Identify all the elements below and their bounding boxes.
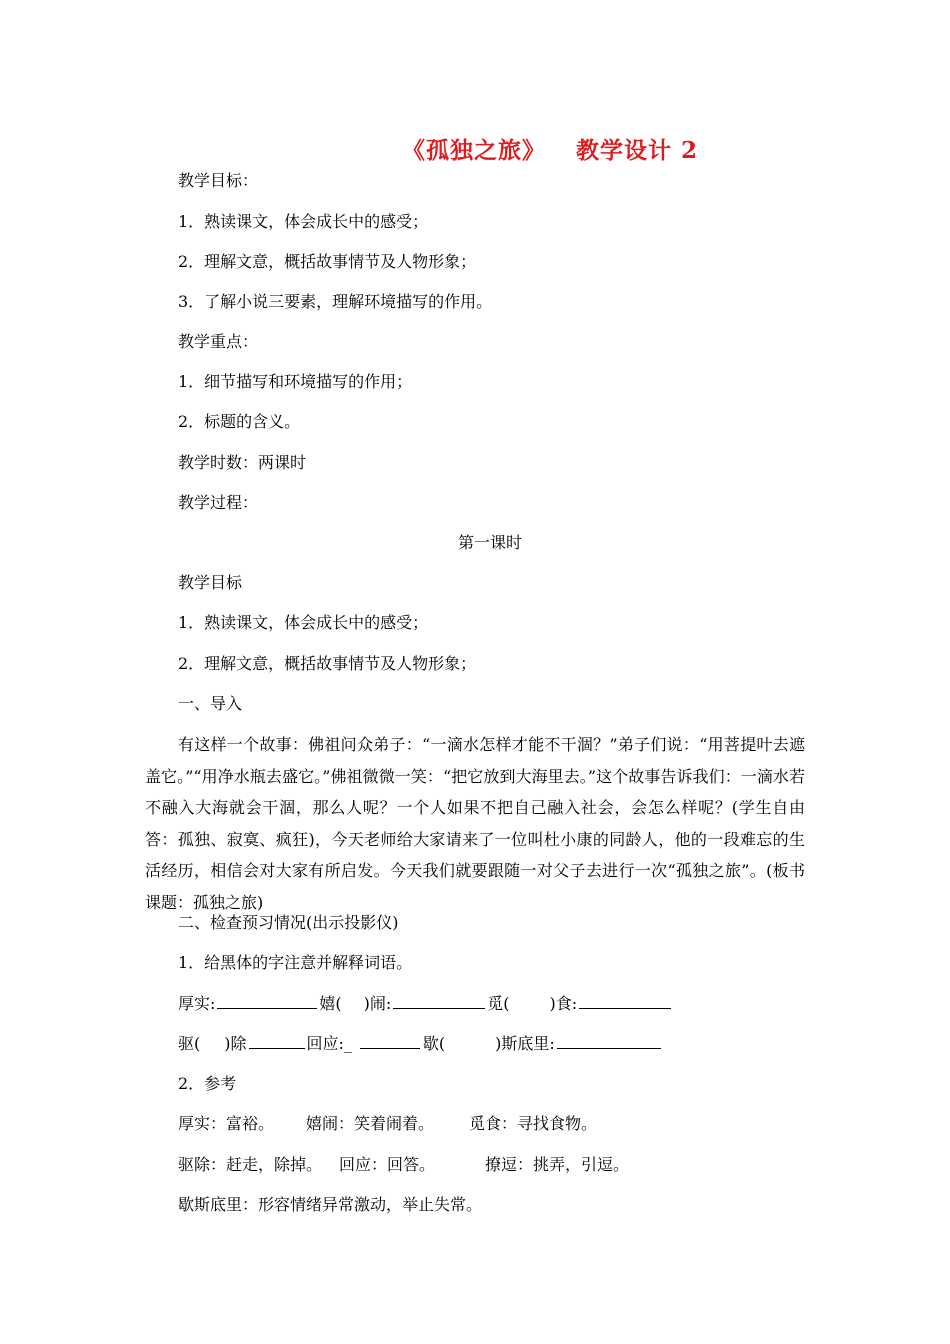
teaching-hours: 教学时数：两课时 [178,453,307,472]
focus-heading: 教学重点： [178,332,259,351]
lesson-goals-heading: 教学目标 [178,573,243,592]
document-title [0,132,950,165]
process-heading: 教学过程： [178,493,259,512]
answer-item: 驱除：赶走，除掉。 [178,1155,323,1174]
answer-row-1 [178,1114,597,1134]
fill-label: 歇( [422,1034,446,1053]
fill-label: )食: [549,994,578,1013]
exercise-instruction: 1．给黑体的字注意并解释词语。 [178,953,413,972]
answer-blank[interactable] [393,994,485,1009]
fill-label: 驱( [178,1034,201,1053]
fill-label: )斯底里: [495,1034,555,1053]
intro-paragraph: 有这样一个故事：佛祖问众弟子：“一滴水怎样才能不干涸？”弟子们说：“用菩提叶去遮盖它。”“用净水瓶去盛它。”佛祖微微一笑：“把它放到大海里去。”这个故事告诉我们：一滴水若不融入大海就会干涸，那么人呢？一个人如果不把自己融入社会，会怎么样呢？(学生自由答：孤独、寂寞、疯狂)，今天老师给大家请来了一位叫杜小康的同龄人，他的一段难忘的生活经历，相信会对大家有所启发。今天我们就要跟随一对父子去进行一次“孤独之旅”。(板书课题：孤独之旅) [145,735,805,912]
lesson-heading: 第一课时 [457,533,522,552]
fill-label: 嬉( [319,994,342,1013]
reference-heading: 2．参考 [178,1074,237,1093]
check-heading: 二、检查预习情况(出示投影仪) [178,913,399,932]
lesson-goal-item: 1．熟读课文，体会成长中的感受； [178,613,429,632]
goal-item: 2．理解文意，概括故事情节及人物形象； [178,252,477,271]
answer-blank[interactable] [579,994,671,1009]
answer-blank[interactable] [557,1034,661,1049]
answer-blank[interactable] [360,1034,420,1049]
answer-item: 撩逗：挑弄，引逗。 [485,1155,630,1174]
fill-label: 厚实: [178,994,216,1013]
answer-item: 觅食：寻找食物。 [469,1114,598,1133]
intro-heading: 一、导入 [178,694,243,713]
answer-item: 厚实：富裕。 [178,1114,275,1133]
lesson-goal-item: 2．理解文意，概括故事情节及人物形象； [178,654,477,673]
answer-blank[interactable] [217,994,317,1009]
answer-item: 嬉闹：笑着闹着。 [306,1114,435,1133]
answer-blank[interactable] [249,1034,305,1049]
fill-in-row-1 [178,994,671,1014]
title-book-name: 《孤独之旅》 [401,137,546,164]
goal-item: 3．了解小说三要素，理解环境描写的作用。 [178,292,493,311]
goal-item: 1．熟读课文，体会成长中的感受； [178,212,429,231]
answer-item: 回应：回答。 [339,1155,436,1174]
fill-label: 回应:_ [306,1034,352,1053]
focus-item: 2．标题的含义。 [178,412,301,431]
fill-label: )闹: [363,994,392,1013]
fill-in-row-2 [178,1034,661,1054]
fill-label: 觅( [487,994,510,1013]
focus-item: 1．细节描写和环境描写的作用； [178,372,413,391]
goals-heading: 教学目标： [178,171,259,190]
title-subtitle: 教学设计 2 [575,137,698,164]
fill-label: )除 [224,1034,247,1053]
answer-row-3: 歇斯底里：形容情绪异常激动，举止失常。 [178,1195,483,1214]
answer-row-2 [178,1155,629,1175]
